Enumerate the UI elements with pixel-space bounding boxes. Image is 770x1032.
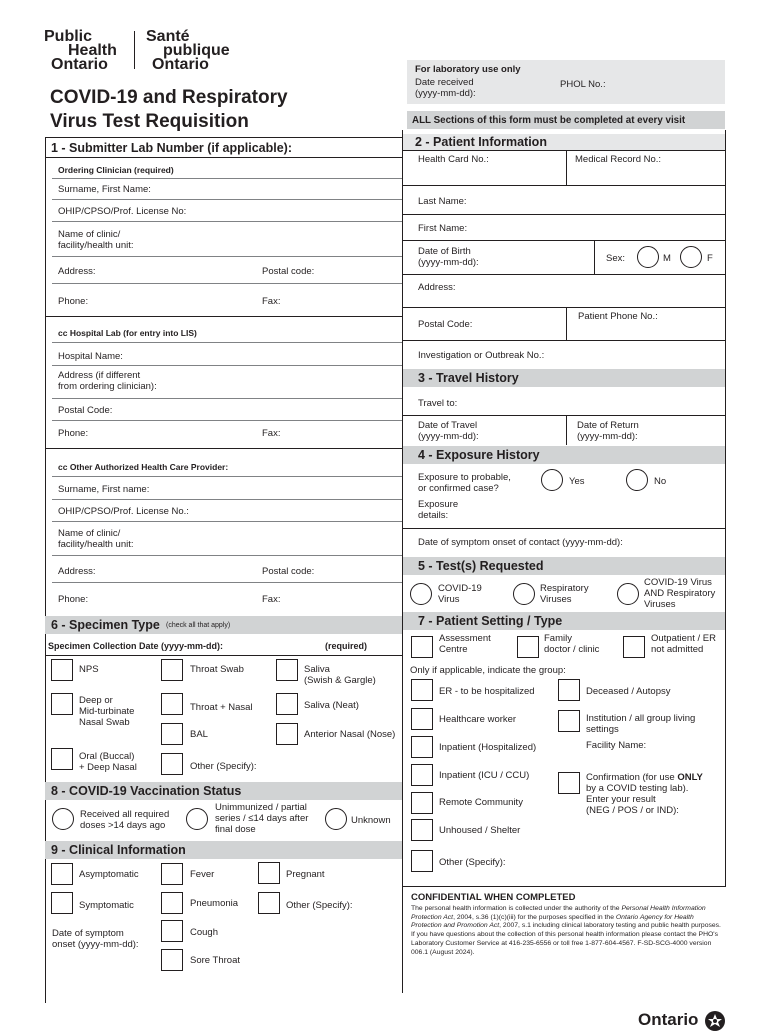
- patient-postal-field[interactable]: Postal Code:: [418, 319, 473, 330]
- sex-f-radio[interactable]: [680, 246, 702, 268]
- test-covid-label: COVID-19 Virus: [438, 583, 482, 605]
- notice-p2: , 2004, s.36 (1)(c)(iii) for the purposes specified in the: [453, 913, 616, 921]
- vaccination-unknown-label: Unknown: [351, 815, 391, 826]
- lab-use-title: For laboratory use only: [415, 64, 521, 75]
- sex-m-label: M: [663, 253, 671, 264]
- address-field[interactable]: Address:: [58, 266, 96, 277]
- exposure-no-label: No: [654, 476, 667, 487]
- symptomatic-checkbox[interactable]: [51, 892, 73, 914]
- test-both-label: COVID-19 Virus AND Respiratory Viruses: [644, 577, 716, 610]
- confirmation-text-b: by a COVID testing lab). Enter your result (NEG / POS / or IND):: [586, 783, 689, 816]
- healthcare-worker-label: Healthcare worker: [439, 714, 517, 725]
- facility-name-field[interactable]: Facility Name:: [586, 740, 647, 751]
- rule: [45, 137, 402, 138]
- ordering-clinician: Ordering Clinician (required): [58, 165, 174, 175]
- exposure-details-field[interactable]: Exposure details:: [418, 499, 459, 521]
- travel-to-field[interactable]: Travel to:: [418, 398, 458, 409]
- vaccination-received-radio[interactable]: [52, 808, 74, 830]
- logo-divider: [134, 31, 135, 69]
- fever-label: Fever: [190, 869, 215, 880]
- surname-field[interactable]: Surname, First Name:: [58, 184, 151, 195]
- saliva-neat-checkbox[interactable]: [276, 693, 298, 715]
- institution-checkbox[interactable]: [558, 710, 580, 732]
- s6-check-all: (check all that apply): [166, 622, 231, 629]
- rule: [566, 307, 567, 340]
- title-line1: COVID-19 and Respiratory: [50, 87, 288, 108]
- throat-swab-label: Throat Swab: [190, 664, 244, 675]
- rule: [52, 199, 402, 200]
- rule: [52, 256, 402, 257]
- er-hospitalized-label: ER - to be hospitalized: [439, 686, 535, 697]
- s6-header: 6 - Specimen Type: [51, 618, 160, 632]
- vaccination-unimmunized-label: Unimmunized / partial series / ≤14 days after final dose: [215, 802, 309, 835]
- confirmation-text-a: Confirmation (for use: [586, 772, 678, 783]
- nps-checkbox[interactable]: [51, 659, 73, 681]
- saliva-neat-label: Saliva (Neat): [304, 700, 359, 711]
- test-both-radio[interactable]: [617, 583, 639, 605]
- dob-field[interactable]: Date of Birth (yyyy-mm-dd):: [418, 246, 479, 268]
- assessment-centre-checkbox[interactable]: [411, 636, 433, 658]
- confirmation-checkbox[interactable]: [558, 772, 580, 794]
- nps-label: NPS: [79, 664, 99, 675]
- test-respiratory-label: Respiratory Viruses: [540, 583, 589, 605]
- healthcare-worker-checkbox[interactable]: [411, 708, 433, 730]
- saliva-gargle-label: Saliva (Swish & Gargle): [304, 664, 376, 686]
- rule: [52, 283, 402, 284]
- other-postal-field[interactable]: Postal code:: [262, 566, 315, 577]
- rule: [403, 886, 725, 887]
- sore-throat-checkbox[interactable]: [161, 949, 183, 971]
- bal-checkbox[interactable]: [161, 723, 183, 745]
- rule: [52, 365, 402, 366]
- deep-nasal-checkbox[interactable]: [51, 693, 73, 715]
- s8-header: 8 - COVID-19 Vaccination Status: [51, 784, 242, 798]
- anterior-nasal-label: Anterior Nasal (Nose): [304, 729, 396, 740]
- throat-nasal-label: Throat + Nasal: [190, 702, 253, 713]
- other-clinic-field[interactable]: Name of clinic/ facility/health unit:: [58, 528, 134, 550]
- fever-checkbox[interactable]: [161, 863, 183, 885]
- unhoused-checkbox[interactable]: [411, 819, 433, 841]
- s5-header: 5 - Test(s) Requested: [418, 559, 544, 573]
- logo-ontario-fr: Ontario: [152, 56, 209, 73]
- rule: [403, 150, 725, 151]
- vaccination-unknown-radio[interactable]: [325, 808, 347, 830]
- icu-checkbox[interactable]: [411, 764, 433, 786]
- other-phone-field[interactable]: Phone:: [58, 594, 89, 605]
- asymptomatic-label: Asymptomatic: [79, 869, 139, 880]
- other-address-field[interactable]: Address:: [58, 566, 96, 577]
- oral-buccal-label: Oral (Buccal) + Deep Nasal: [79, 751, 137, 773]
- last-name-field[interactable]: Last Name:: [418, 196, 467, 207]
- test-covid-radio[interactable]: [410, 583, 432, 605]
- rule: [52, 582, 402, 583]
- rule: [403, 415, 725, 416]
- hospital-phone-field[interactable]: Phone:: [58, 428, 89, 439]
- pregnant-checkbox[interactable]: [258, 862, 280, 884]
- confirmation-only: ONLY: [677, 772, 703, 783]
- collection-date-field[interactable]: Specimen Collection Date (yyyy-mm-dd):: [48, 641, 224, 651]
- rule: [45, 655, 402, 656]
- outpatient-checkbox[interactable]: [623, 636, 645, 658]
- setting-other-label: Other (Specify):: [439, 857, 506, 868]
- right-border: [725, 130, 726, 887]
- cc-other-provider: cc Other Authorized Health Care Provider:: [58, 462, 229, 472]
- other-fax-field[interactable]: Fax:: [262, 594, 281, 605]
- cough-checkbox[interactable]: [161, 920, 183, 942]
- s9-header: 9 - Clinical Information: [51, 843, 186, 857]
- asymptomatic-checkbox[interactable]: [51, 863, 73, 885]
- rule: [52, 521, 402, 522]
- date-of-travel-field[interactable]: Date of Travel (yyyy-mm-dd):: [418, 420, 479, 442]
- rule: [52, 555, 402, 556]
- symptom-onset-field[interactable]: Date of symptom onset (yyyy-mm-dd):: [52, 928, 139, 950]
- clinic-field[interactable]: Name of clinic/ facility/health unit:: [58, 229, 134, 251]
- investigation-field[interactable]: Investigation or Outbreak No.:: [418, 350, 545, 361]
- patient-address-field[interactable]: Address:: [418, 282, 456, 293]
- unhoused-label: Unhoused / Shelter: [439, 825, 521, 836]
- hospital-postal-field[interactable]: Postal Code:: [58, 405, 113, 416]
- symptomatic-label: Symptomatic: [79, 900, 134, 911]
- family-doctor-checkbox[interactable]: [517, 636, 539, 658]
- rule: [52, 342, 402, 343]
- all-sections-text: ALL Sections of this form must be completed at every visit: [412, 115, 686, 126]
- phol-label: PHOL No.:: [560, 79, 606, 90]
- rule: [403, 274, 725, 275]
- cc-hospital-lab: cc Hospital Lab (for entry into LIS): [58, 328, 197, 338]
- collection-required: (required): [325, 641, 368, 651]
- clinical-other-label: Other (Specify):: [286, 900, 353, 911]
- throat-swab-checkbox[interactable]: [161, 659, 183, 681]
- test-respiratory-radio[interactable]: [513, 583, 535, 605]
- exposure-no-radio[interactable]: [626, 469, 648, 491]
- pregnant-label: Pregnant: [286, 869, 325, 880]
- address-different-field[interactable]: Address (if different from ordering clinician):: [58, 370, 157, 392]
- vaccination-unimmunized-radio[interactable]: [186, 808, 208, 830]
- confidential-title: CONFIDENTIAL WHEN COMPLETED: [411, 892, 576, 903]
- s3-header: 3 - Travel History: [418, 371, 519, 385]
- only-if-applicable: Only if applicable, indicate the group:: [410, 665, 566, 676]
- exposure-yes-radio[interactable]: [541, 469, 563, 491]
- other-surname-field[interactable]: Surname, First name:: [58, 484, 150, 495]
- rule: [403, 528, 725, 529]
- s4-header: 4 - Exposure History: [418, 448, 540, 462]
- clinical-other-checkbox[interactable]: [258, 892, 280, 914]
- confidential-notice: [411, 905, 723, 957]
- rule: [45, 448, 402, 449]
- confirmation-label: [586, 772, 703, 816]
- setting-other-checkbox[interactable]: [411, 850, 433, 872]
- inpatient-label: Inpatient (Hospitalized): [439, 742, 537, 753]
- throat-nasal-checkbox[interactable]: [161, 693, 183, 715]
- icu-label: Inpatient (ICU / CCU): [439, 770, 530, 781]
- ohip-field[interactable]: OHIP/CPSO/Prof. License No:: [58, 206, 187, 217]
- date-of-return-field[interactable]: Date of Return (yyyy-mm-dd):: [577, 420, 639, 442]
- pneumonia-label: Pneumonia: [190, 898, 239, 909]
- notice-p3: , 2007, s.1 including clinical laboratory testing and public health purposes. If you have questions about the collection of this personal health information please contact the PHO's Laboratory Customer Service at 416-235-6556 or toll free 1-877-604-4567. F-SD-SCG-4000 version 006.1 (August 2024).: [411, 922, 721, 956]
- notice-act2: Ontario Agency for Health Protection and Promotion Act: [411, 913, 694, 930]
- logo-public: Public: [44, 28, 93, 45]
- deceased-checkbox[interactable]: [558, 679, 580, 701]
- title-line2: Virus Test Requisition: [50, 111, 249, 132]
- patient-phone-field[interactable]: Patient Phone No.:: [578, 311, 658, 322]
- cough-label: Cough: [190, 927, 218, 938]
- bal-label: BAL: [190, 729, 208, 740]
- exposure-yes-label: Yes: [569, 476, 585, 487]
- rule: [45, 157, 402, 158]
- rule: [52, 499, 402, 500]
- hospital-fax-field[interactable]: Fax:: [262, 428, 281, 439]
- phone-field[interactable]: Phone:: [58, 296, 89, 307]
- rule: [52, 476, 402, 477]
- left-border: [45, 137, 46, 1003]
- other-ohip-field[interactable]: OHIP/CPSO/Prof. License No.:: [58, 506, 189, 517]
- logo-health: Health: [68, 42, 117, 59]
- rule: [52, 178, 402, 179]
- institution-label: Institution / all group living settings: [586, 713, 696, 735]
- er-hospitalized-checkbox[interactable]: [411, 679, 433, 701]
- date-received-label: Date received (yyyy-mm-dd):: [415, 77, 476, 99]
- saliva-gargle-checkbox[interactable]: [276, 659, 298, 681]
- first-name-field[interactable]: First Name:: [418, 223, 468, 234]
- rule: [52, 420, 402, 421]
- logo-publique: publique: [163, 42, 230, 59]
- sex-m-radio[interactable]: [637, 246, 659, 268]
- rule: [403, 240, 725, 241]
- sex-f-label: F: [707, 253, 713, 264]
- logo-ontario: Ontario: [51, 56, 108, 73]
- deep-nasal-label: Deep or Mid-turbinate Nasal Swab: [79, 695, 135, 728]
- s7-header: 7 - Patient Setting / Type: [418, 614, 563, 628]
- rule: [566, 415, 567, 445]
- outpatient-label: Outpatient / ER not admitted: [651, 633, 716, 655]
- s2-header: 2 - Patient Information: [415, 135, 547, 149]
- rule: [403, 340, 725, 341]
- family-doctor-label: Family doctor / clinic: [544, 633, 600, 655]
- medical-record-field[interactable]: Medical Record No.:: [575, 154, 662, 165]
- remote-community-checkbox[interactable]: [411, 792, 433, 814]
- notice-p1: The personal health information is collected under the authority of the: [411, 905, 622, 912]
- logo-sante: Santé: [146, 28, 190, 45]
- health-card-field[interactable]: Health Card No.:: [418, 154, 489, 165]
- anterior-nasal-checkbox[interactable]: [276, 723, 298, 745]
- oral-buccal-checkbox[interactable]: [51, 748, 73, 770]
- vaccination-received-label: Received all required doses >14 days ago: [80, 809, 170, 831]
- ontario-wordmark: Ontario: [638, 1010, 699, 1029]
- sex-label: Sex:: [606, 253, 626, 264]
- remote-community-label: Remote Community: [439, 797, 523, 808]
- inpatient-checkbox[interactable]: [411, 736, 433, 758]
- pneumonia-checkbox[interactable]: [161, 892, 183, 914]
- s1-header: 1 - Submitter Lab Number (if applicable):: [51, 141, 292, 155]
- contact-onset-field[interactable]: Date of symptom onset of contact (yyyy-mm-dd):: [418, 537, 623, 548]
- rule: [403, 307, 725, 308]
- specimen-other-label: Other (Specify):: [190, 761, 257, 772]
- exposure-question: Exposure to probable, or confirmed case?: [418, 472, 511, 494]
- trillium-icon: [704, 1010, 726, 1032]
- specimen-other-checkbox[interactable]: [161, 753, 183, 775]
- sore-throat-label: Sore Throat: [190, 955, 240, 966]
- postal-code-field[interactable]: Postal code:: [262, 266, 315, 277]
- rule: [45, 316, 402, 317]
- deceased-label: Deceased / Autopsy: [586, 686, 671, 697]
- fax-field[interactable]: Fax:: [262, 296, 281, 307]
- hospital-name-field[interactable]: Hospital Name:: [58, 351, 123, 362]
- rule: [52, 398, 402, 399]
- assessment-centre-label: Assessment Centre: [439, 633, 491, 655]
- rule: [52, 221, 402, 222]
- rule: [566, 150, 567, 185]
- rule: [403, 185, 725, 186]
- rule: [594, 240, 595, 274]
- rule: [403, 214, 725, 215]
- notice-act1: Personal Health Information Protection Act: [411, 905, 706, 921]
